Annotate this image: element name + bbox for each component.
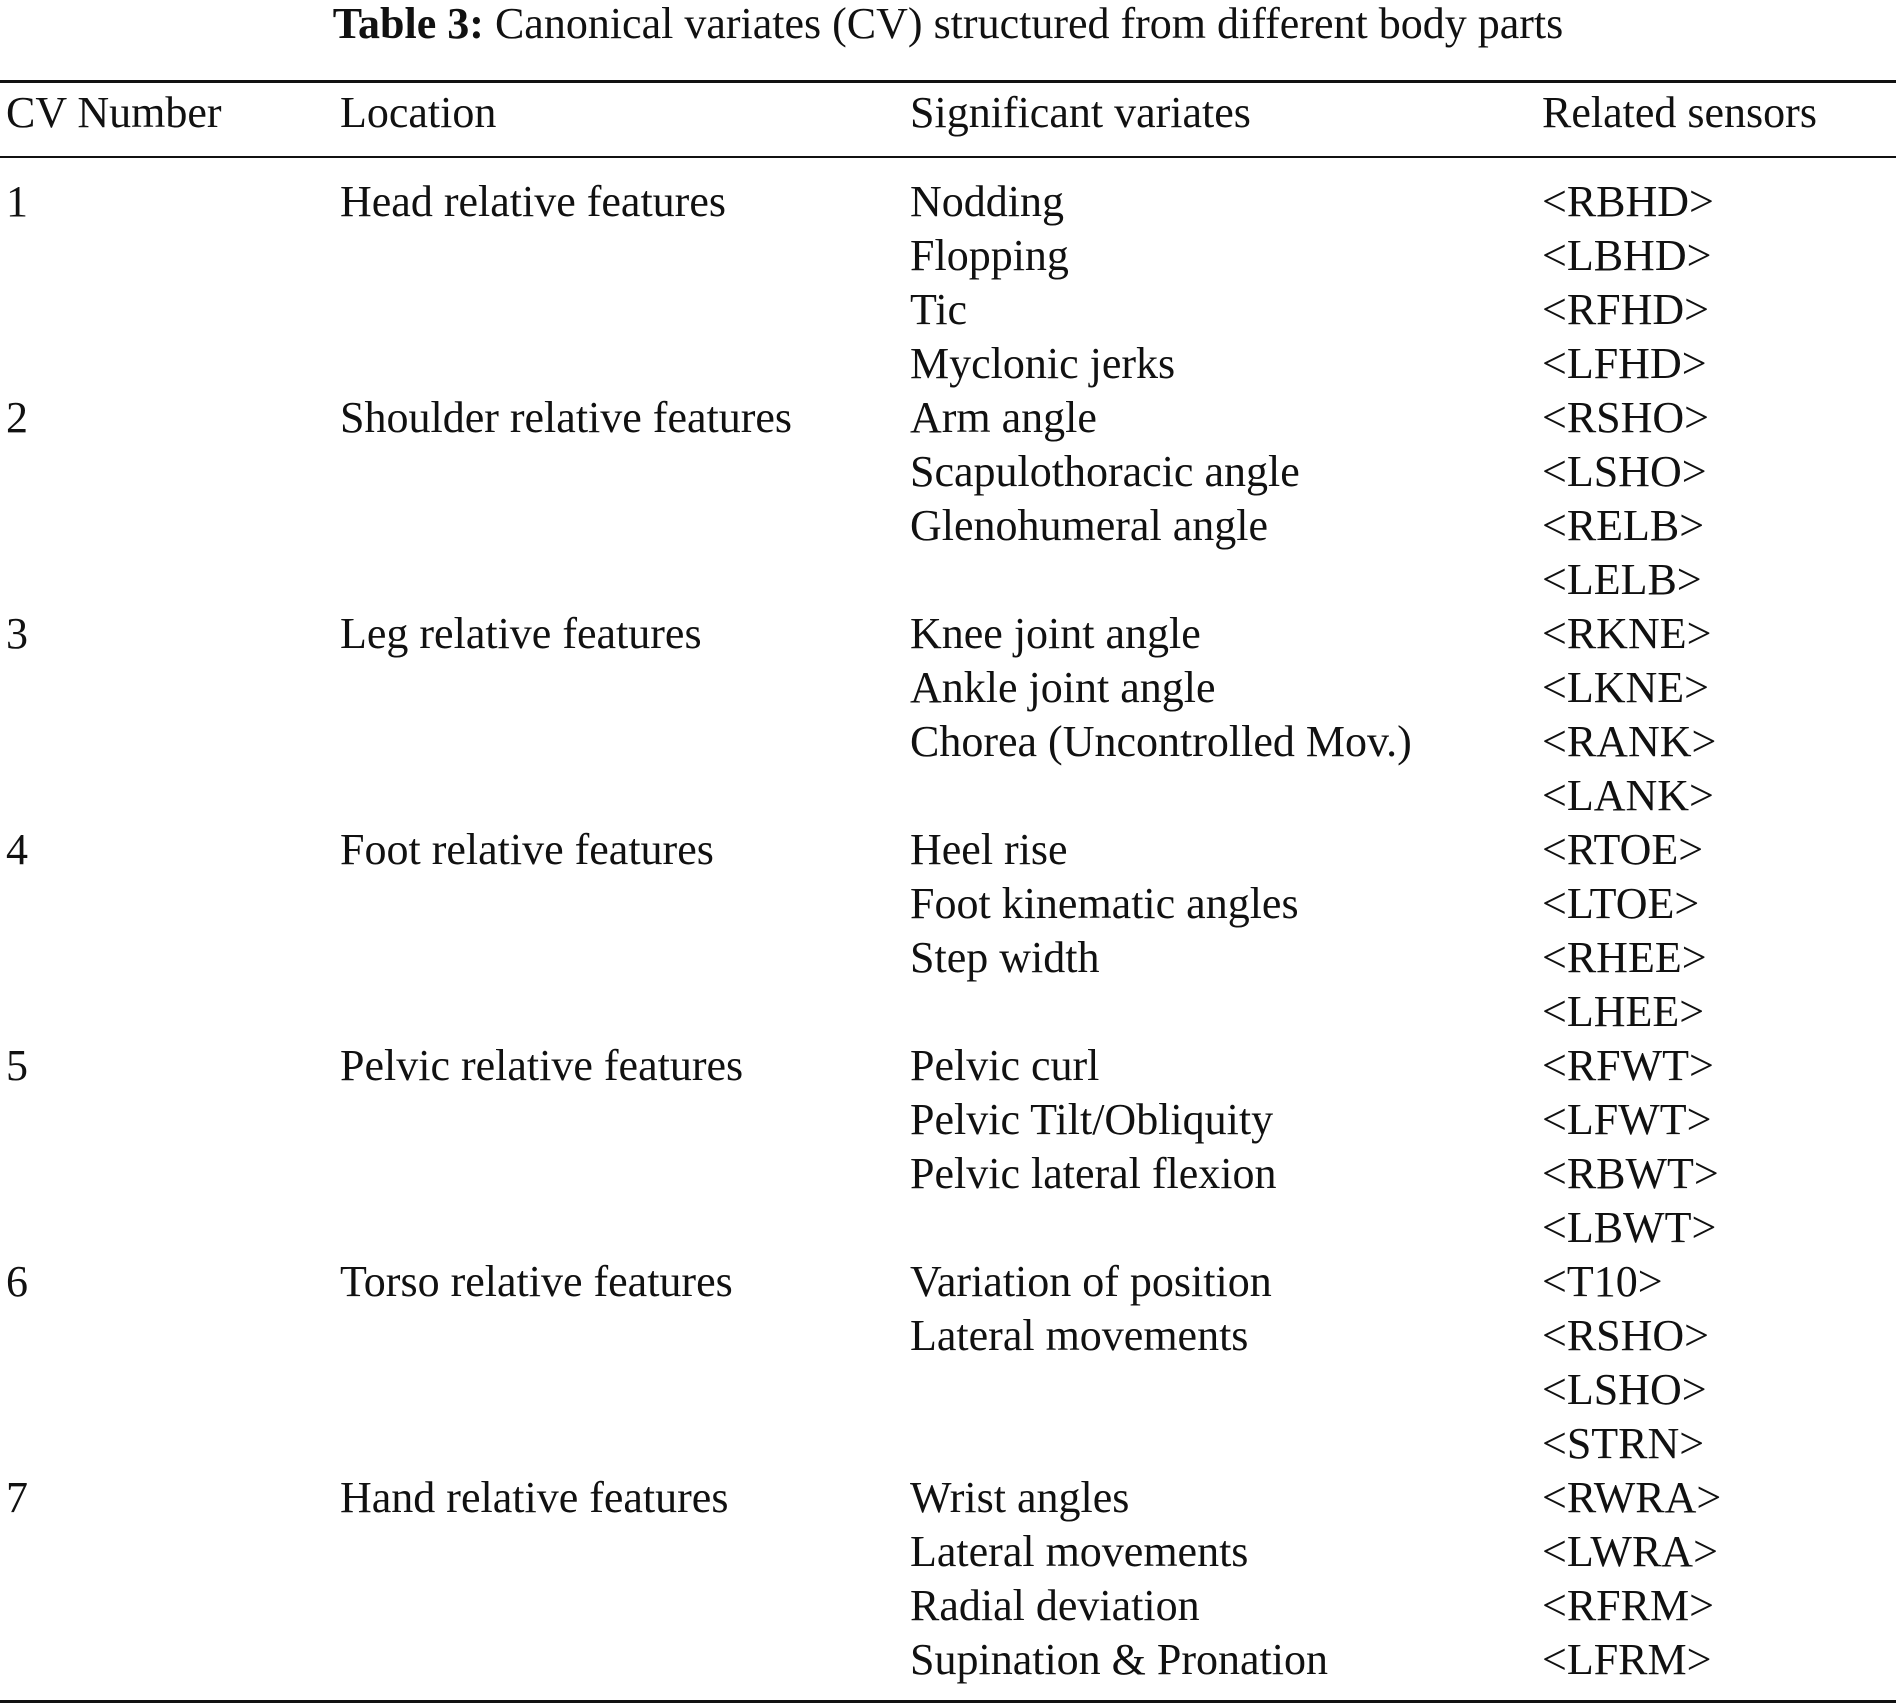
sensor-item: <LBHD> (1542, 231, 1712, 280)
variate-item: Nodding (910, 177, 1064, 226)
variate-item: Heel rise (910, 825, 1068, 874)
variate-item: Radial deviation (910, 1581, 1200, 1630)
table-bottom-rule (0, 1700, 1896, 1703)
sensor-item: <LELB> (1542, 555, 1702, 604)
variate-item: Lateral movements (910, 1311, 1249, 1360)
cv-number-value: 1 (6, 177, 28, 226)
location-cell (340, 1039, 743, 1093)
location-value: Torso relative features (340, 1257, 733, 1306)
variate-item: Pelvic curl (910, 1041, 1100, 1090)
table-header-rule (0, 156, 1896, 158)
sensor-item: <RKNE> (1542, 609, 1712, 658)
sensor-item: <LFHD> (1542, 339, 1707, 388)
cv-number-value: 4 (6, 825, 28, 874)
location-cell (340, 175, 726, 229)
cv-number-cell (6, 175, 28, 229)
sensor-item: <STRN> (1542, 1419, 1705, 1468)
sensor-item: <LTOE> (1542, 879, 1700, 928)
related-sensors-cell (1542, 1255, 1709, 1471)
location-value: Pelvic relative features (340, 1041, 744, 1090)
cv-number-cell (6, 1255, 28, 1309)
location-value: Foot relative features (340, 825, 714, 874)
variate-item: Variation of position (910, 1257, 1272, 1306)
cv-number-value: 6 (6, 1257, 28, 1306)
sensor-item: <RSHO> (1542, 1311, 1709, 1360)
significant-variates-cell (910, 1255, 1272, 1363)
variate-item: Flopping (910, 231, 1069, 280)
table-row (0, 1255, 1896, 1471)
sensor-item: <LHEE> (1542, 987, 1705, 1036)
variate-item: Supination & Pronation (910, 1635, 1328, 1684)
table-caption-text: Canonical variates (CV) structured from different body parts (494, 0, 1564, 48)
table-caption-label: Table 3: (332, 0, 484, 48)
sensor-item: <LWRA> (1542, 1527, 1718, 1576)
variate-item: Chorea (Uncontrolled Mov.) (910, 717, 1412, 766)
table-row (0, 1471, 1896, 1687)
variate-item: Foot kinematic angles (910, 879, 1299, 928)
sensor-item: <LFWT> (1542, 1095, 1712, 1144)
table-caption (0, 0, 1896, 48)
cv-number-cell (6, 1471, 28, 1525)
cv-number-value: 3 (6, 609, 28, 658)
sensor-item: <RFHD> (1542, 285, 1709, 334)
significant-variates-cell (910, 1039, 1277, 1201)
sensor-item: <LSHO> (1542, 447, 1707, 496)
cv-number-cell (6, 607, 28, 661)
related-sensors-cell (1542, 175, 1714, 391)
significant-variates-cell (910, 823, 1299, 985)
related-sensors-cell (1542, 607, 1716, 823)
cv-number-value: 2 (6, 393, 28, 442)
sensor-item: <LANK> (1542, 771, 1714, 820)
significant-variates-cell (910, 607, 1412, 769)
location-cell (340, 823, 714, 877)
sensor-item: <RFWT> (1542, 1041, 1714, 1090)
sensor-item: <LBWT> (1542, 1203, 1717, 1252)
related-sensors-cell (1542, 823, 1707, 1039)
variate-item: Myclonic jerks (910, 339, 1176, 388)
sensor-item: <RELB> (1542, 501, 1705, 550)
location-value: Head relative features (340, 177, 726, 226)
sensor-item: <T10> (1542, 1257, 1663, 1306)
table-row (0, 607, 1896, 823)
variate-item: Scapulothoracic angle (910, 447, 1300, 496)
location-cell (340, 1471, 728, 1525)
header-related-sensors: Related sensors (1542, 88, 1817, 137)
variate-item: Step width (910, 933, 1100, 982)
table-header-row (0, 86, 1896, 140)
variate-item: Arm angle (910, 393, 1097, 442)
sensor-item: <RTOE> (1542, 825, 1704, 874)
location-cell (340, 1255, 733, 1309)
cv-number-cell (6, 391, 28, 445)
sensor-item: <RBHD> (1542, 177, 1714, 226)
significant-variates-cell (910, 1471, 1328, 1687)
sensor-item: <RHEE> (1542, 933, 1707, 982)
sensor-item: <RFRM> (1542, 1581, 1714, 1630)
location-value: Shoulder relative features (340, 393, 793, 442)
table-row (0, 391, 1896, 607)
variate-item: Pelvic Tilt/Obliquity (910, 1095, 1274, 1144)
table-body (0, 175, 1896, 1687)
location-cell (340, 607, 702, 661)
sensor-item: <RBWT> (1542, 1149, 1719, 1198)
location-value: Hand relative features (340, 1473, 729, 1522)
variate-item: Knee joint angle (910, 609, 1201, 658)
cv-number-cell (6, 823, 28, 877)
header-significant-variates: Significant variates (910, 88, 1251, 137)
sensor-item: <RSHO> (1542, 393, 1709, 442)
cv-number-value: 5 (6, 1041, 28, 1090)
variate-item: Lateral movements (910, 1527, 1249, 1576)
header-location: Location (340, 88, 497, 137)
header-cv-number: CV Number (6, 88, 222, 137)
variate-item: Tic (910, 285, 968, 334)
significant-variates-cell (910, 175, 1175, 391)
variate-item: Ankle joint angle (910, 663, 1216, 712)
cv-number-value: 7 (6, 1473, 28, 1522)
cv-number-cell (6, 1039, 28, 1093)
location-cell (340, 391, 792, 445)
table-row (0, 823, 1896, 1039)
sensor-item: <RWRA> (1542, 1473, 1722, 1522)
related-sensors-cell (1542, 1039, 1719, 1255)
table-row (0, 175, 1896, 391)
significant-variates-cell (910, 391, 1300, 553)
sensor-item: <LKNE> (1542, 663, 1709, 712)
sensor-item: <LFRM> (1542, 1635, 1712, 1684)
sensor-item: <RANK> (1542, 717, 1717, 766)
location-value: Leg relative features (340, 609, 702, 658)
table-row (0, 1039, 1896, 1255)
related-sensors-cell (1542, 391, 1709, 607)
variate-item: Pelvic lateral flexion (910, 1149, 1277, 1198)
table-top-rule (0, 80, 1896, 83)
related-sensors-cell (1542, 1471, 1721, 1687)
sensor-item: <LSHO> (1542, 1365, 1707, 1414)
variate-item: Glenohumeral angle (910, 501, 1268, 550)
variate-item: Wrist angles (910, 1473, 1130, 1522)
